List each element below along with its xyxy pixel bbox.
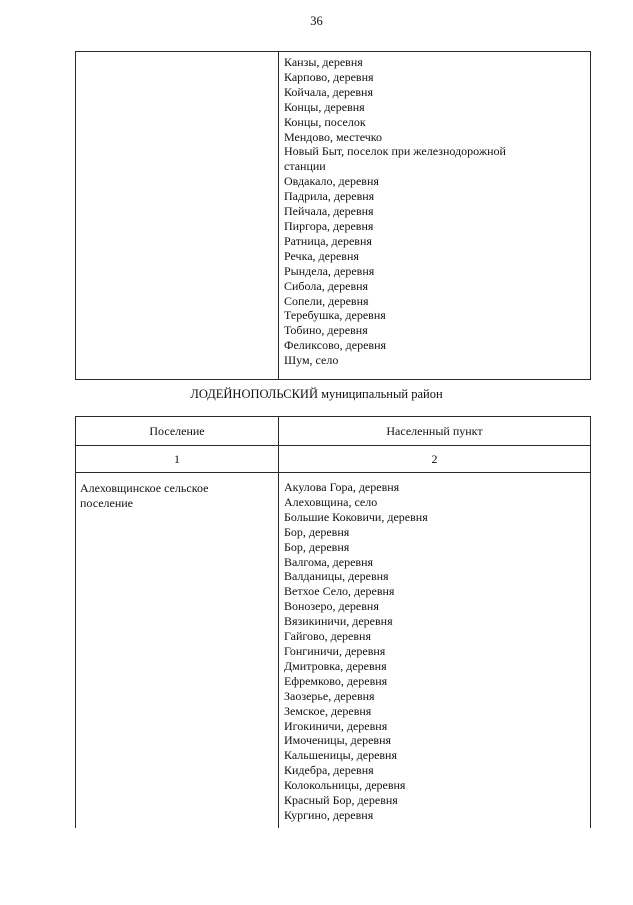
place-item: Сибола, деревня [284, 278, 369, 293]
place-item: Овдакало, деревня [284, 174, 379, 189]
column-number-2: 2 [279, 446, 591, 473]
place-item: Дмитровка, деревня [284, 658, 387, 673]
place-item: Падрила, деревня [284, 189, 375, 204]
place-item: Земское, деревня [284, 703, 372, 718]
place-item: Бор, деревня [284, 539, 350, 554]
place-item: Валгома, деревня [284, 554, 374, 569]
place-item: Заозерье, деревня [284, 688, 375, 703]
place-item: Гонгиничи, деревня [284, 643, 386, 658]
place-item: Ветхое Село, деревня [284, 584, 395, 599]
places-cell [279, 473, 591, 829]
place-item: Новый Быт, поселок при железнодорожной [284, 144, 506, 159]
place-item: Канзы, деревня [284, 55, 363, 69]
place-item: Кургино, деревня [284, 807, 374, 822]
place-item: Игокиничи, деревня [284, 718, 388, 733]
place-item: Красный Бор, деревня [284, 793, 398, 808]
place-item: Бор, деревня [284, 524, 350, 539]
place-item: Теребушка, деревня [284, 308, 386, 323]
settlement-cell [76, 473, 279, 829]
place-item: Койчала, деревня [284, 84, 373, 99]
place-item: Валданицы, деревня [284, 569, 389, 584]
place-item: Мендово, местечко [284, 129, 383, 144]
place-item: Концы, деревня [284, 99, 365, 114]
table-row [76, 473, 591, 829]
place-item: Пиргора, деревня [284, 218, 374, 233]
place-item: Тобино, деревня [284, 323, 368, 338]
header-place: Населенный пункт [279, 417, 591, 446]
place-item: Концы, поселок [284, 114, 366, 129]
place-item: Имоченицы, деревня [284, 733, 392, 748]
place-item: Речка, деревня [284, 248, 359, 263]
table-header-row [76, 417, 591, 446]
place-item: станции [284, 159, 326, 174]
place-item: Карпово, деревня [284, 69, 374, 84]
place-item: Сопели, деревня [284, 293, 369, 308]
place-item: Большие Коковичи, деревня [284, 509, 428, 524]
place-item: Рындела, деревня [284, 263, 375, 278]
place-item: Феликсово, деревня [284, 338, 387, 353]
place-item: Вонозеро, деревня [284, 599, 379, 614]
places-cell [279, 52, 591, 380]
column-number-1: 1 [76, 446, 279, 473]
place-item: Ратница, деревня [284, 233, 372, 248]
place-item: Кидебра, деревня [284, 763, 374, 778]
settlements-table [75, 416, 591, 828]
place-item: Пейчала, деревня [284, 204, 374, 219]
page-number: 36 [310, 14, 323, 28]
district-title: ЛОДЕЙНОПОЛЬСКИЙ муниципальный район [190, 387, 443, 401]
column-number-row [76, 446, 591, 473]
place-item: Гайгово, деревня [284, 629, 371, 644]
place-item: Шум, село [284, 353, 339, 368]
table-row [76, 52, 591, 380]
place-item: Кальшеницы, деревня [284, 748, 397, 763]
place-item: Ефремково, деревня [284, 673, 388, 688]
settlement-name-line: Алеховщинское сельское [80, 481, 209, 495]
place-item: Колокольницы, деревня [284, 778, 406, 793]
place-item: Акулова Гора, деревня [284, 480, 400, 494]
place-item: Вязикиничи, деревня [284, 614, 393, 629]
header-settlement: Поселение [76, 417, 279, 446]
settlements-table-continued [75, 51, 591, 380]
settlement-name-line: поселение [80, 495, 134, 510]
settlement-cell [76, 52, 279, 380]
place-item: Алеховщина, село [284, 494, 378, 509]
